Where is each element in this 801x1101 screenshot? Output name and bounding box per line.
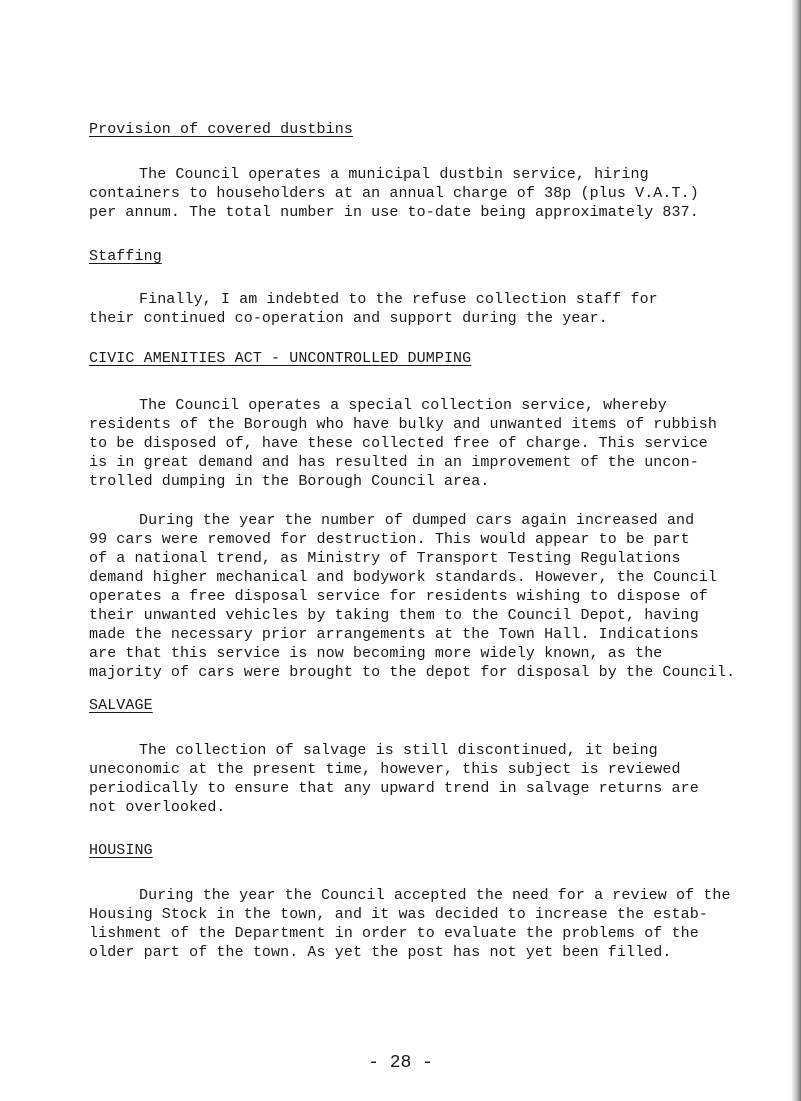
text-line: are that this service is now becoming more widely known, as the	[89, 645, 663, 662]
paragraph-salvage	[89, 741, 779, 817]
text-line: periodically to ensure that any upward trend in salvage returns are	[89, 780, 699, 797]
text-line: per annum. The total number in use to-date being approximately 837.	[89, 204, 699, 221]
text-line: not overlooked.	[89, 799, 226, 816]
paragraph-civic-1	[89, 396, 779, 491]
text-line: The collection of salvage is still discontinued, it being	[139, 742, 658, 759]
text-line: older part of the town. As yet the post has not yet been filled.	[89, 944, 672, 961]
text-line: trolled dumping in the Borough Council area.	[89, 473, 490, 490]
text-line: of a national trend, as Ministry of Transport Testing Regulations	[89, 550, 681, 567]
paragraph-staffing	[89, 290, 779, 328]
text-line: lishment of the Department in order to evaluate the problems of the	[89, 925, 699, 942]
text-line: is in great demand and has resulted in an improvement of the uncon-	[89, 454, 699, 471]
text-line: majority of cars were brought to the depot for disposal by the Council.	[89, 664, 736, 681]
text-line: The Council operates a special collection service, whereby	[139, 397, 667, 414]
heading-dustbins: Provision of covered dustbins	[89, 121, 353, 138]
page-edge-shadow	[791, 0, 801, 1101]
text-line: 99 cars were removed for destruction. This would appear to be part	[89, 531, 690, 548]
paragraph-civic-2	[89, 511, 779, 682]
paragraph-dustbins	[89, 165, 779, 222]
text-line: to be disposed of, have these collected free of charge. This service	[89, 435, 708, 452]
text-line: Housing Stock in the town, and it was decided to increase the estab-	[89, 906, 708, 923]
paragraph-housing	[89, 886, 779, 962]
text-line: made the necessary prior arrangements at the Town Hall. Indications	[89, 626, 699, 643]
heading-staffing: Staffing	[89, 248, 162, 265]
heading-housing: HOUSING	[89, 842, 153, 859]
text-line: containers to householders at an annual charge of 38p (plus V.A.T.)	[89, 185, 699, 202]
text-line: operates a free disposal service for residents wishing to dispose of	[89, 588, 708, 605]
text-line: their unwanted vehicles by taking them to the Council Depot, having	[89, 607, 699, 624]
text-line: residents of the Borough who have bulky and unwanted items of rubbish	[89, 416, 718, 433]
page-number: - 28 -	[368, 1053, 433, 1073]
text-line: During the year the Council accepted the need for a review of the	[139, 887, 731, 904]
text-line: Finally, I am indebted to the refuse collection staff for	[139, 291, 658, 308]
heading-civic-amenities: CIVIC AMENITIES ACT - UNCONTROLLED DUMPING	[89, 350, 472, 367]
text-line: During the year the number of dumped cars again increased and	[139, 512, 695, 529]
text-line: demand higher mechanical and bodywork standards. However, the Council	[89, 569, 718, 586]
text-line: uneconomic at the present time, however, this subject is reviewed	[89, 761, 681, 778]
text-line: The Council operates a municipal dustbin service, hiring	[139, 166, 649, 183]
heading-salvage: SALVAGE	[89, 697, 153, 714]
text-line: their continued co-operation and support during the year.	[89, 310, 608, 327]
